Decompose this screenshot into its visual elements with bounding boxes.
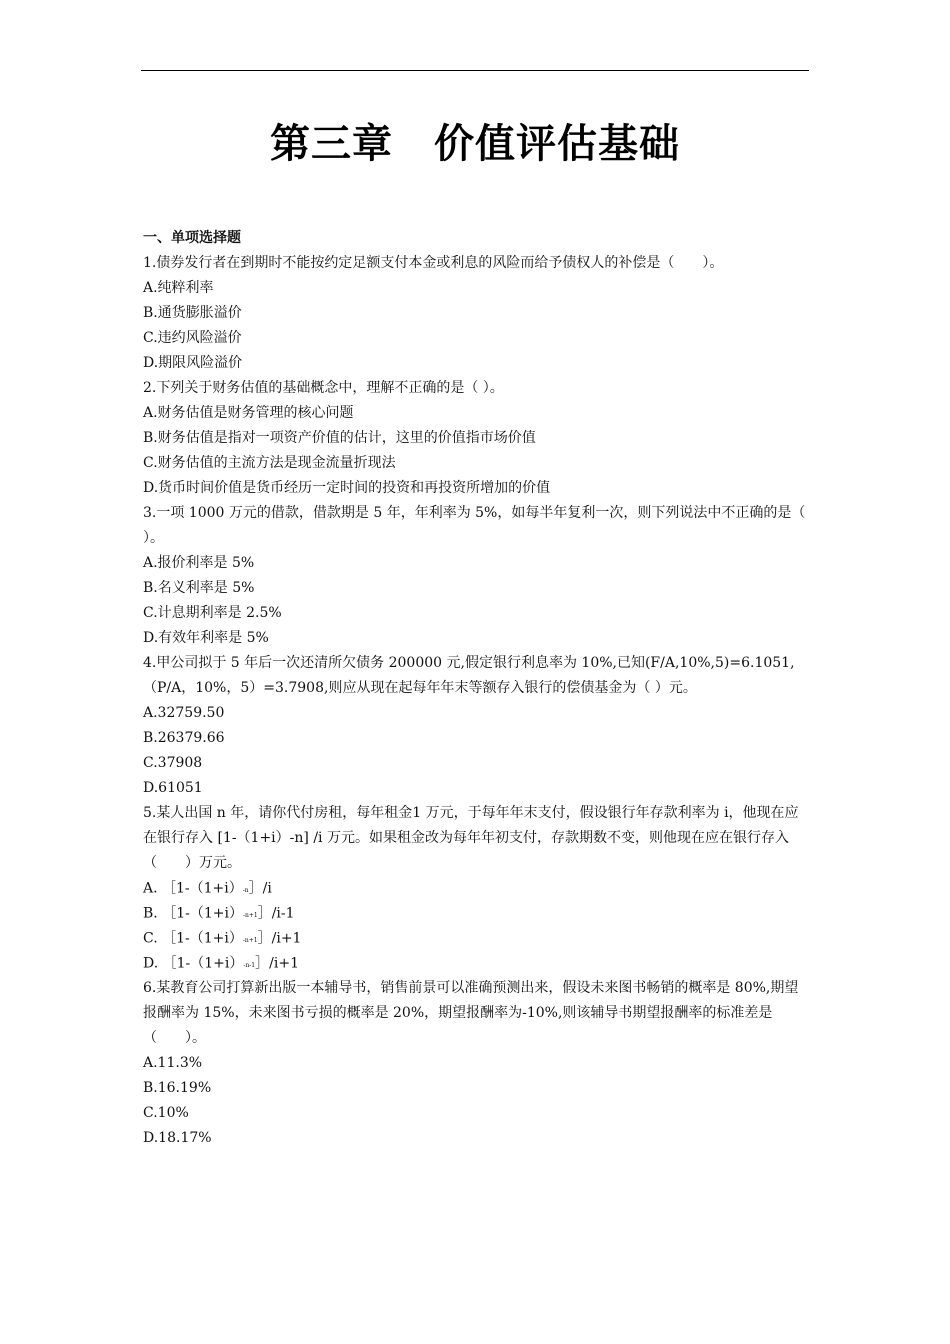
option-d: D.61051 xyxy=(143,780,203,796)
question-3 xyxy=(143,501,811,651)
option-a: A.32759.50 xyxy=(143,705,225,721)
option-a: A.财务估值是财务管理的核心问题 xyxy=(143,405,354,421)
section-heading: 一、单项选择题 xyxy=(143,230,241,246)
option-a: A.11.3% xyxy=(143,1055,203,1071)
option-c: C.37908 xyxy=(143,755,203,771)
question-text: 2.下列关于财务估值的基础概念中，理解不正确的是（ ）。 xyxy=(143,380,504,396)
question-list xyxy=(143,226,811,1151)
option-c: C.违约风险溢价 xyxy=(143,330,242,346)
option-c: C.财务估值的主流方法是现金流量折现法 xyxy=(143,455,396,471)
question-text: 5.某人出国 n 年，请你代付房租，每年租金1 万元，于每年年末支付，假设银行年存款利率为 i，他现在应在银行存入 [1-（1+i）-n] /i 万元。如果租金改为每年年初支付，存款期数不变，则他现在应在银行存入（ ）万元。 xyxy=(143,805,799,871)
option-b: B.16.19% xyxy=(143,1080,212,1096)
question-6 xyxy=(143,976,811,1151)
option-c: C.10% xyxy=(143,1105,189,1121)
option-c: C.计息期利率是 2.5% xyxy=(143,605,282,621)
option-d: D. ［1-（1+i）-n-1］/i+1 xyxy=(143,955,299,972)
option-b: B.名义利率是 5% xyxy=(143,580,255,596)
option-d: D.期限风险溢价 xyxy=(143,355,243,371)
option-b: B.26379.66 xyxy=(143,730,225,746)
option-d: D.18.17% xyxy=(143,1130,212,1146)
option-a: A. ［1-（1+i）-n］/i xyxy=(143,880,272,897)
question-text: 3.一项 1000 万元的借款，借款期是 5 年，年利率为 5%，如每半年复利一次，则下列说法中不正确的是（ ）。 xyxy=(143,505,806,546)
option-d: D.有效年利率是 5% xyxy=(143,630,269,646)
option-a: A.纯粹利率 xyxy=(143,280,214,296)
question-4 xyxy=(143,651,811,801)
header-rule xyxy=(141,70,809,71)
option-a: A.报价利率是 5% xyxy=(143,555,255,571)
question-text: 1.债券发行者在到期时不能按约定足额支付本金或利息的风险而给予债权人的补偿是（ ）。 xyxy=(143,255,724,271)
chapter-title: 第三章 价值评估基础 xyxy=(270,121,680,167)
question-text: 6.某教育公司打算新出版一本辅导书，销售前景可以准确预测出来，假设未来图书畅销的概率是 80%,期望报酬率为 15%，未来图书亏损的概率是 20%，期望报酬率为-10%,则该辅导书期望报酬率的标准差是（ ）。 xyxy=(143,980,799,1046)
option-b: B.财务估值是指对一项资产价值的估计，这里的价值指市场价值 xyxy=(143,430,536,446)
question-5 xyxy=(143,801,811,976)
question-1 xyxy=(143,251,811,376)
option-d: D.货币时间价值是货币经历一定时间的投资和再投资所增加的价值 xyxy=(143,480,551,496)
option-b: B. ［1-（1+i）-n+1］/i-1 xyxy=(143,905,295,922)
option-c: C. ［1-（1+i）-n+1］/i+1 xyxy=(143,930,302,947)
question-2 xyxy=(143,376,811,501)
question-text: 4.甲公司拟于 5 年后一次还清所欠债务 200000 元,假定银行利息率为 10%,已知(F/A,10%,5)=6.1051,（P/A，10%，5）=3.7908,则应从现在起每年年末等额存入银行的偿债基金为（ ）元。 xyxy=(143,655,795,696)
option-b: B.通货膨胀溢价 xyxy=(143,305,242,321)
